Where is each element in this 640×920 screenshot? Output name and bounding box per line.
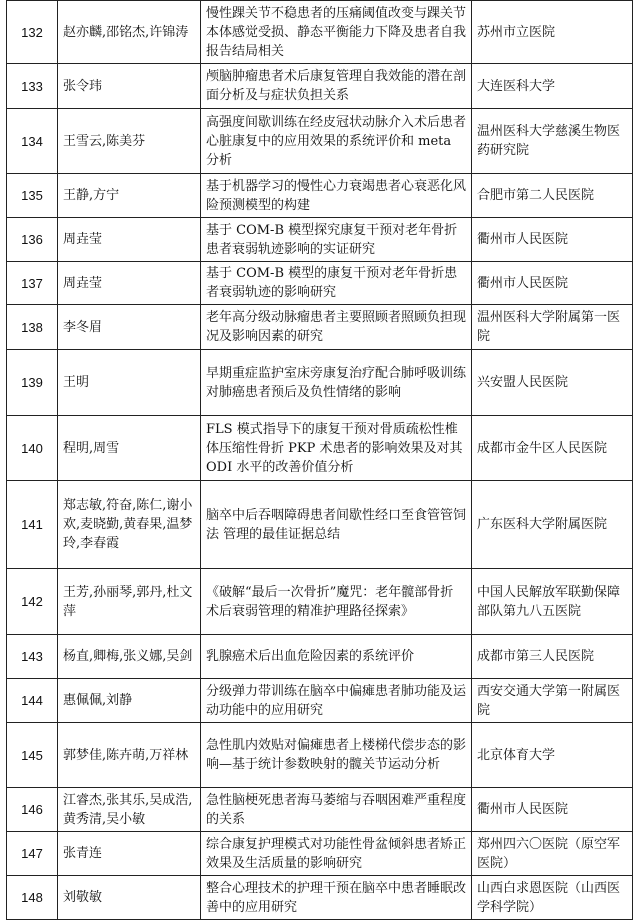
table-row (7, 1, 633, 64)
table-row (7, 481, 633, 569)
row-number: 133 (7, 64, 58, 109)
row-title: 老年高分级动脉瘤患者主要照顾者照顾负担现况及影响因素的研究 (201, 305, 472, 350)
table-row (7, 218, 633, 262)
table-body (7, 1, 633, 920)
row-title: 慢性踝关节不稳患者的压痛阈值改变与踝关节本体感觉受损、静态平衡能力下降及患者自我报告结局相关 (201, 1, 472, 64)
row-title: 基于机器学习的慢性心力衰竭患者心衰恶化风险预测模型的构建 (201, 174, 472, 218)
row-title: 分级弹力带训练在脑卒中偏瘫患者肺功能及运动功能中的应用研究 (201, 679, 472, 723)
row-authors: 刘敬敏 (58, 876, 201, 920)
table-row (7, 416, 633, 481)
row-organization: 温州医科大学慈溪生物医药研究院 (472, 109, 633, 174)
row-title: 《破解“最后一次骨折”魔咒：老年髋部骨折术后衰弱管理的精准护理路径探索》 (201, 569, 472, 635)
row-number: 140 (7, 416, 58, 481)
row-authors: 周垚莹 (58, 262, 201, 305)
row-authors: 王芳,孙丽琴,郭丹,杜文萍 (58, 569, 201, 635)
row-number: 135 (7, 174, 58, 218)
table-row (7, 876, 633, 920)
row-number: 146 (7, 788, 58, 832)
row-number: 139 (7, 350, 58, 416)
row-organization: 兴安盟人民医院 (472, 350, 633, 416)
document-page (6, 0, 632, 915)
row-organization: 成都市第三人民医院 (472, 635, 633, 679)
row-organization: 山西白求恩医院（山西医学科学院） (472, 876, 633, 920)
row-authors: 惠佩佩,刘静 (58, 679, 201, 723)
row-organization: 温州医科大学附属第一医院 (472, 305, 633, 350)
table-row (7, 635, 633, 679)
row-authors: 王静,方宁 (58, 174, 201, 218)
row-title: 早期重症监护室床旁康复治疗配合肺呼吸训练对肺癌患者预后及负性情绪的影响 (201, 350, 472, 416)
row-organization: 广东医科大学附属医院 (472, 481, 633, 569)
row-organization: 郑州四六〇医院（原空军医院） (472, 832, 633, 876)
table-row (7, 174, 633, 218)
row-authors: 江睿杰,张其乐,吴成浩,黄秀清,吴小敏 (58, 788, 201, 832)
row-organization: 衢州市人民医院 (472, 788, 633, 832)
row-title: 综合康复护理模式对功能性骨盆倾斜患者矫正效果及生活质量的影响研究 (201, 832, 472, 876)
row-organization: 苏州市立医院 (472, 1, 633, 64)
row-number: 141 (7, 481, 58, 569)
table-row (7, 788, 633, 832)
row-number: 132 (7, 1, 58, 64)
row-organization: 衢州市人民医院 (472, 218, 633, 262)
row-organization: 西安交通大学第一附属医院 (472, 679, 633, 723)
row-title: 基于 COM-B 模型探究康复干预对老年骨折患者衰弱轨迹影响的实证研究 (201, 218, 472, 262)
row-title: 颅脑肿瘤患者术后康复管理自我效能的潜在剖面分析及与症状负担关系 (201, 64, 472, 109)
table-row (7, 569, 633, 635)
table-row (7, 350, 633, 416)
row-number: 145 (7, 723, 58, 788)
row-authors: 赵亦麟,邵铭杰,许锦涛 (58, 1, 201, 64)
row-authors: 郭梦佳,陈卉萌,万祥林 (58, 723, 201, 788)
row-number: 147 (7, 832, 58, 876)
row-number: 142 (7, 569, 58, 635)
row-number: 138 (7, 305, 58, 350)
row-title: 急性脑梗死患者海马萎缩与吞咽困难严重程度的关系 (201, 788, 472, 832)
row-authors: 周垚莹 (58, 218, 201, 262)
row-title: FLS 模式指导下的康复干预对骨质疏松性椎体压缩性骨折 PKP 术患者的影响效果及对其 ODI 水平的改善价值分析 (201, 416, 472, 481)
row-organization: 合肥市第二人民医院 (472, 174, 633, 218)
row-title: 脑卒中后吞咽障碍患者间歇性经口至食管管饲法 管理的最佳证据总结 (201, 481, 472, 569)
row-title: 乳腺癌术后出血危险因素的系统评价 (201, 635, 472, 679)
row-authors: 张令玮 (58, 64, 201, 109)
table-row (7, 723, 633, 788)
row-authors: 王雪云,陈美芬 (58, 109, 201, 174)
table-row (7, 64, 633, 109)
row-authors: 张青连 (58, 832, 201, 876)
row-organization: 大连医科大学 (472, 64, 633, 109)
row-number: 134 (7, 109, 58, 174)
row-authors: 李冬眉 (58, 305, 201, 350)
abstract-table (6, 0, 633, 920)
row-organization: 成都市金牛区人民医院 (472, 416, 633, 481)
table-row (7, 305, 633, 350)
row-authors: 杨直,卿梅,张义娜,吴剑 (58, 635, 201, 679)
row-organization: 衢州市人民医院 (472, 262, 633, 305)
row-authors: 王明 (58, 350, 201, 416)
table-row (7, 679, 633, 723)
row-title: 高强度间歇训练在经皮冠状动脉介入术后患者心脏康复中的应用效果的系统评价和 meta 分析 (201, 109, 472, 174)
table-row (7, 262, 633, 305)
row-title: 整合心理技术的护理干预在脑卒中患者睡眠改善中的应用研究 (201, 876, 472, 920)
row-title: 急性肌内效贴对偏瘫患者上楼梯代偿步态的影响—基于统计参数映射的髋关节运动分析 (201, 723, 472, 788)
row-number: 136 (7, 218, 58, 262)
row-title: 基于 COM-B 模型的康复干预对老年骨折患者衰弱轨迹的影响研究 (201, 262, 472, 305)
row-organization: 北京体育大学 (472, 723, 633, 788)
table-row (7, 109, 633, 174)
row-authors: 郑志敏,符奋,陈仁,谢小欢,麦晓勤,黄春果,温梦玲,李春霞 (58, 481, 201, 569)
row-organization: 中国人民解放军联勤保障部队第九八五医院 (472, 569, 633, 635)
row-number: 144 (7, 679, 58, 723)
table-row (7, 832, 633, 876)
row-number: 137 (7, 262, 58, 305)
row-authors: 程明,周雪 (58, 416, 201, 481)
row-number: 148 (7, 876, 58, 920)
row-number: 143 (7, 635, 58, 679)
